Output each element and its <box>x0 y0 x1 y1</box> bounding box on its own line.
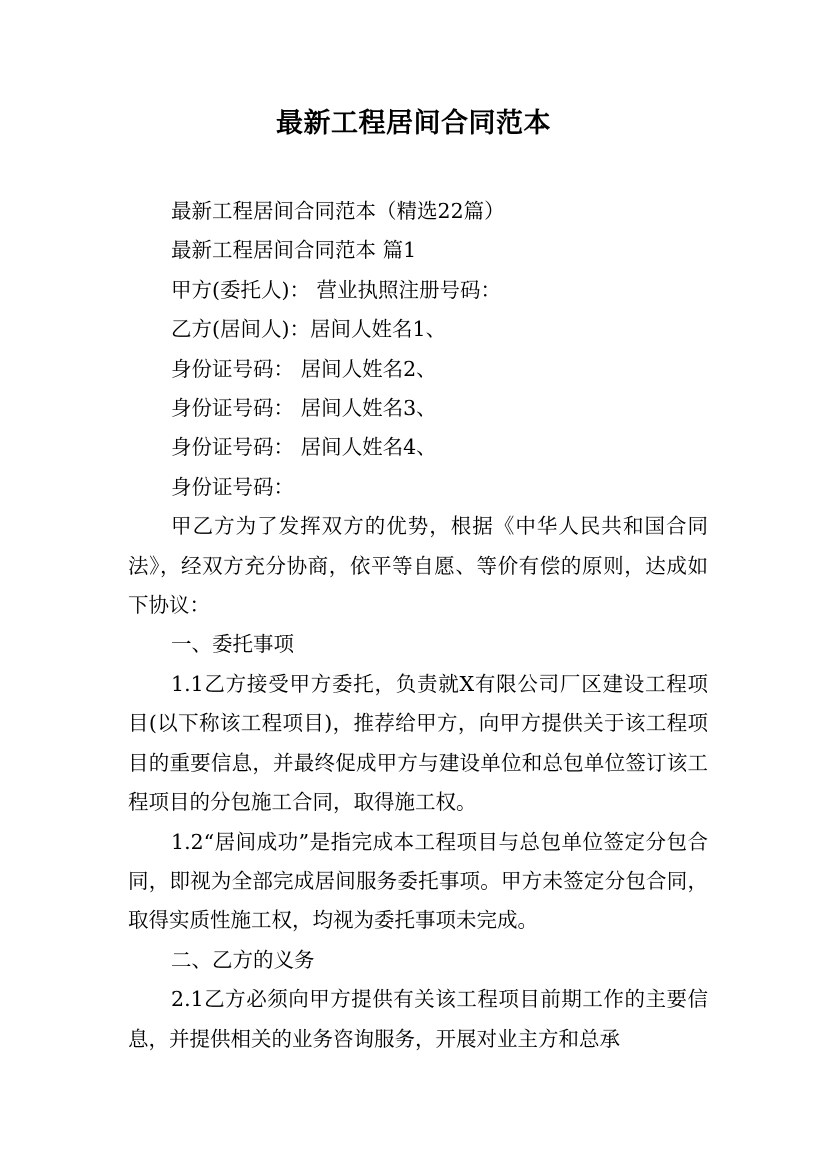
paragraph-party-a: 甲方(委托人)： 营业执照注册号码： <box>171 277 502 302</box>
paragraph-party-b: 乙方(居间人)：居间人姓名1、 <box>171 317 447 342</box>
paragraph-collection-title: 最新工程居间合同范本（精选22篇） <box>171 199 505 223</box>
document-body <box>128 192 708 1059</box>
paragraph-id-3: 身份证号码： 居间人姓名4、 <box>171 435 437 460</box>
paragraph-preamble: 甲乙方为了发挥双方的优势，根据《中华人民共和国合同法》，经双方充分协商，依平等自愿、等价有偿的原则，达成如下协议： <box>128 514 708 618</box>
section-heading-1: 一、委托事项 <box>171 632 295 657</box>
paragraph-clause-2-1: 2.1乙方必须向甲方提供有关该工程项目前期工作的主要信息，并提供相关的业务咨询服务，开展对业主方和总承 <box>128 987 708 1051</box>
paragraph-id-2: 身份证号码： 居间人姓名3、 <box>171 396 437 421</box>
paragraph-clause-1-1: 1.1乙方接受甲方委托，负责就X有限公司厂区建设工程项目(以下称该工程项目)，推荐给甲方，向甲方提供关于该工程项目的重要信息，并最终促成甲方与建设单位和总包单位签订该工程项目的分包施工合同，取得施工权。 <box>128 671 708 815</box>
paragraph-id-1: 身份证号码： 居间人姓名2、 <box>171 356 437 381</box>
paragraph-clause-1-2: 1.2“居间成功”是指完成本工程项目与总包单位签定分包合同，即视为全部完成居间服务委托事项。甲方未签定分包合同，取得实质性施工权，均视为委托事项未完成。 <box>128 829 708 933</box>
section-heading-2: 二、乙方的义务 <box>171 947 315 972</box>
document-title: 最新工程居间合同范本 <box>276 108 551 139</box>
paragraph-id-4: 身份证号码： <box>171 474 295 499</box>
paragraph-article-heading: 最新工程居间合同范本 篇1 <box>171 238 417 263</box>
